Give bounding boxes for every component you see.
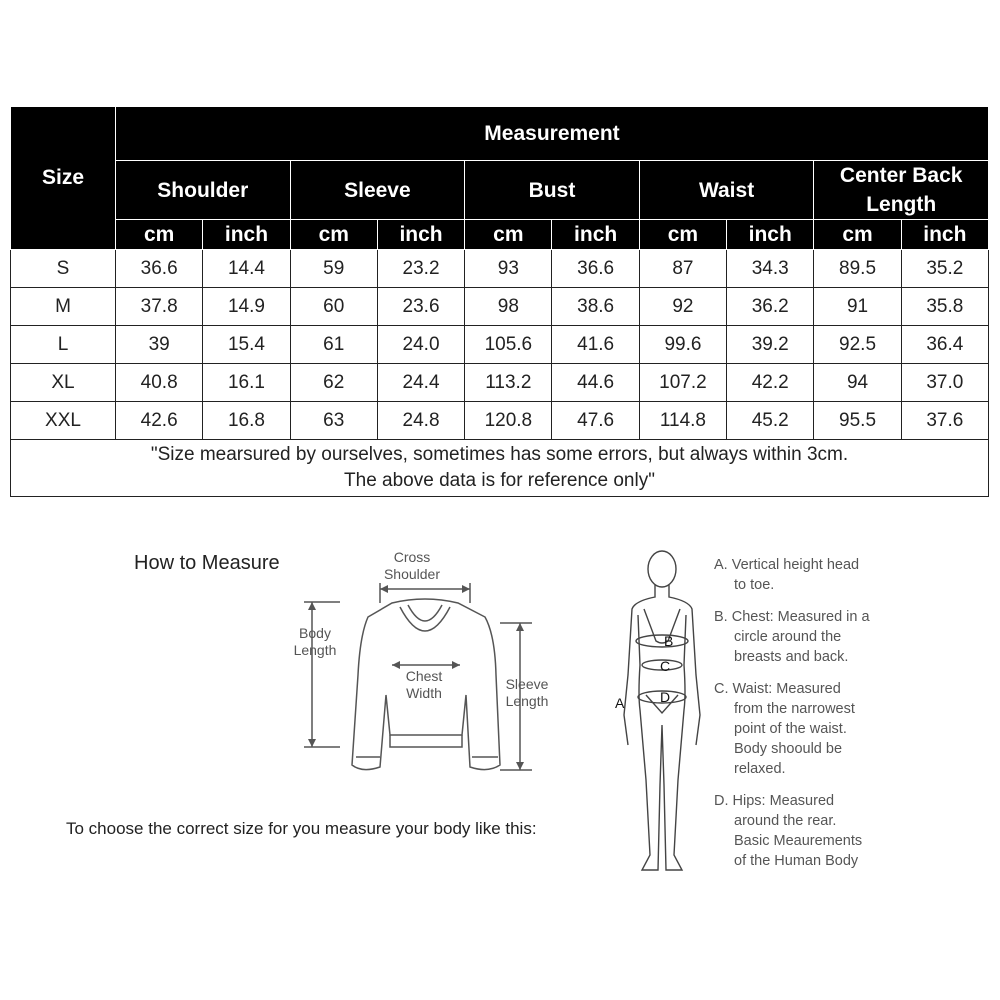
value-cell: 47.6 [552,402,639,440]
step-line: B. Chest: Measured in a [714,609,870,625]
value-cell: 63 [290,402,377,440]
value-cell: 37.8 [116,288,203,326]
how-to-measure-title: How to Measure [134,552,280,574]
step-line: A. Vertical height head [714,557,860,573]
value-cell: 92 [639,288,726,326]
step-line: point of the waist. [734,721,847,737]
label-line: Body [299,625,331,641]
size-cell: L [11,326,116,364]
marker-c: C [660,658,671,674]
value-cell: 42.2 [727,364,814,402]
value-cell: 91 [814,288,901,326]
value-cell: 39.2 [727,326,814,364]
value-cell: 36.2 [727,288,814,326]
step-a [714,555,904,595]
unit-header: cm [639,220,726,250]
value-cell: 16.1 [203,364,290,402]
value-cell: 105.6 [465,326,552,364]
value-cell: 114.8 [639,402,726,440]
value-cell: 89.5 [814,250,901,288]
value-cell: 36.6 [552,250,639,288]
value-cell: 107.2 [639,364,726,402]
marker-b: B [664,633,674,649]
table-row [11,288,989,326]
value-cell: 120.8 [465,402,552,440]
unit-header: cm [814,220,901,250]
group-header-center-back-length: Center Back Length [814,161,989,220]
measurement-note [11,440,989,497]
step-line: from the narrowest [734,701,855,717]
table-row [11,402,989,440]
step-line: circle around the [734,629,842,645]
value-cell: 45.2 [727,402,814,440]
value-cell: 60 [290,288,377,326]
size-cell: S [11,250,116,288]
step-d [714,791,904,871]
unit-header: inch [203,220,290,250]
value-cell: 24.4 [377,364,464,402]
group-header-sleeve: Sleeve [290,161,465,220]
step-line: of the Human Body [734,853,859,869]
label-line: Length [505,693,549,709]
group-header-bust: Bust [465,161,640,220]
table-row [11,364,989,402]
table-row [11,250,989,288]
value-cell: 15.4 [203,326,290,364]
step-line: Body shoould be [734,741,843,757]
value-cell: 36.6 [116,250,203,288]
size-cell: M [11,288,116,326]
unit-header: cm [465,220,552,250]
step-line: breasts and back. [734,649,849,665]
label-line: Length [293,642,337,658]
value-cell: 99.6 [639,326,726,364]
step-line: Basic Meaurements [734,833,863,849]
group-header-shoulder: Shoulder [116,161,291,220]
unit-header: inch [727,220,814,250]
step-line: around the rear. [734,813,837,829]
value-cell: 94 [814,364,901,402]
table-row [11,326,989,364]
value-cell: 35.2 [901,250,988,288]
value-cell: 34.3 [727,250,814,288]
value-cell: 95.5 [814,402,901,440]
value-cell: 40.8 [116,364,203,402]
step-c [714,679,904,779]
note-line-2: The above data is for reference only" [344,470,655,491]
value-cell: 41.6 [552,326,639,364]
value-cell: 24.0 [377,326,464,364]
value-cell: 44.6 [552,364,639,402]
value-cell: 113.2 [465,364,552,402]
step-line: C. Waist: Measured [714,681,841,697]
unit-header: inch [377,220,464,250]
note-line-1: "Size mearsured by ourselves, sometimes has some errors, but always within 3cm. [150,444,849,465]
value-cell: 14.9 [203,288,290,326]
value-cell: 37.0 [901,364,988,402]
value-cell: 42.6 [116,402,203,440]
measurement-steps [714,555,904,883]
label-line: Chest [405,668,443,684]
step-line: D. Hips: Measured [714,793,835,809]
unit-header: inch [901,220,988,250]
size-cell: XL [11,364,116,402]
unit-header: cm [116,220,203,250]
value-cell: 39 [116,326,203,364]
size-chart-table [10,106,989,497]
measurement-header: Measurement [116,107,989,161]
group-header-waist: Waist [639,161,814,220]
sweater-outline [352,599,500,770]
value-cell: 92.5 [814,326,901,364]
value-cell: 36.4 [901,326,988,364]
value-cell: 24.8 [377,402,464,440]
value-cell: 87 [639,250,726,288]
label-line: Shoulder [383,566,441,582]
value-cell: 93 [465,250,552,288]
value-cell: 35.8 [901,288,988,326]
unit-header: cm [290,220,377,250]
marker-a: A [615,695,625,711]
step-line: relaxed. [734,761,786,777]
value-cell: 14.4 [203,250,290,288]
chest-circle [636,635,688,647]
label-line: Sleeve [505,676,549,692]
value-cell: 23.6 [377,288,464,326]
head-shape [648,551,676,587]
size-column-header: Size [11,107,116,250]
label-line: Cross [393,549,431,565]
marker-d: D [660,689,671,705]
unit-header: inch [552,220,639,250]
instruction-text: To choose the correct size for you measure your body like this: [66,819,537,838]
value-cell: 62 [290,364,377,402]
label-line: Width [406,685,442,701]
value-cell: 98 [465,288,552,326]
size-cell: XXL [11,402,116,440]
value-cell: 38.6 [552,288,639,326]
value-cell: 37.6 [901,402,988,440]
value-cell: 23.2 [377,250,464,288]
size-rows [11,250,989,440]
value-cell: 16.8 [203,402,290,440]
value-cell: 61 [290,326,377,364]
value-cell: 59 [290,250,377,288]
step-b [714,607,904,667]
body-figure [610,545,710,880]
sweater-diagram [300,575,540,785]
step-line: to toe. [734,577,775,593]
